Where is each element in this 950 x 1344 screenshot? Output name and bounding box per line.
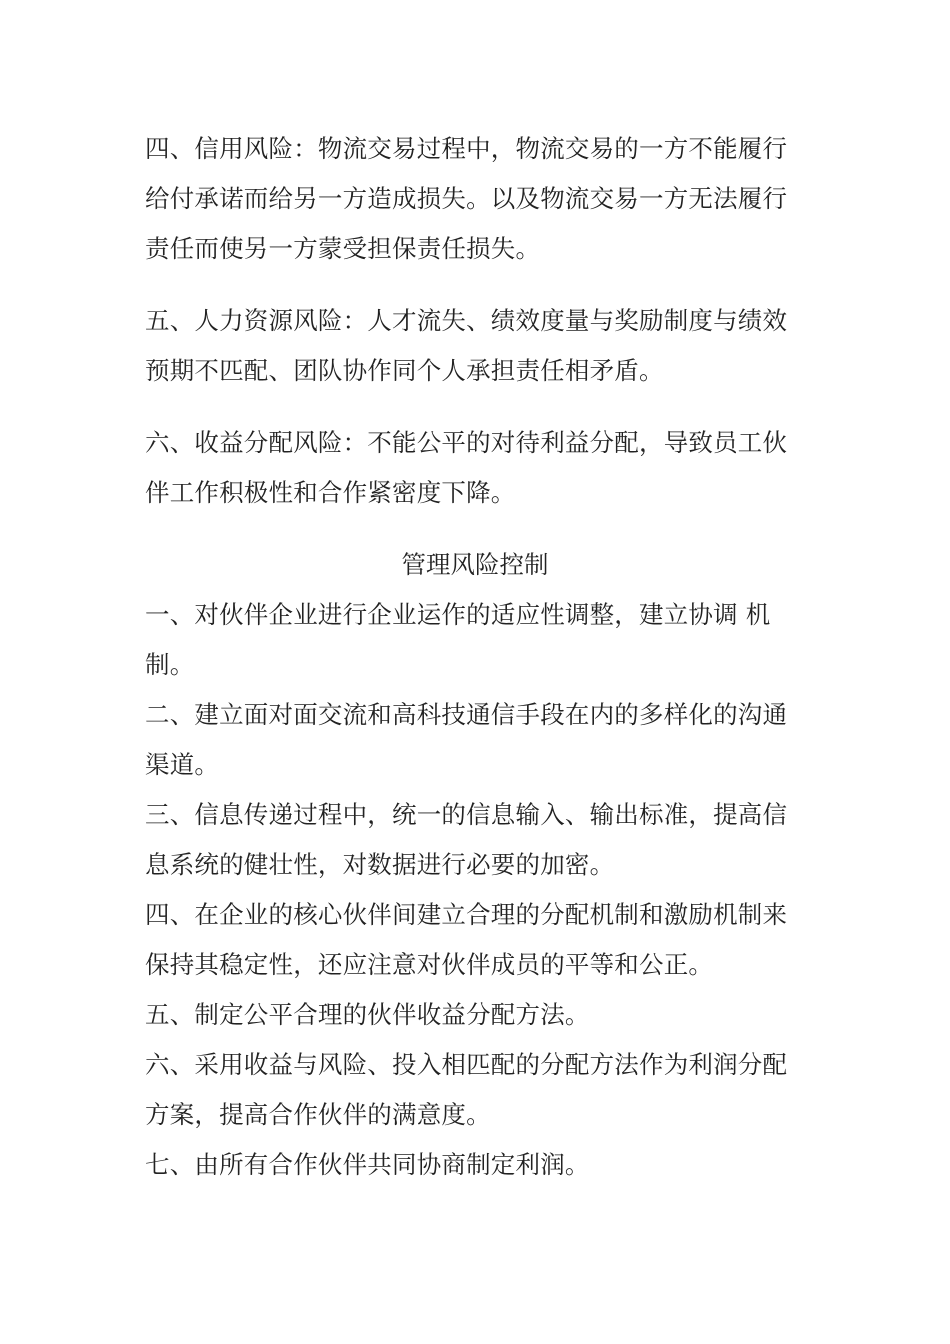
risk-paragraph-human-resources: 五、人力资源风险：人才流失、绩效度量与奖励制度与绩效预期不匹配、团队协作同个人承担责任相矛盾。 <box>145 306 788 385</box>
control-item-7: 七、由所有合作伙伴共同协商制定利润。 <box>145 1150 590 1179</box>
control-item-4: 四、在企业的核心伙伴间建立合理的分配机制和激励机制来保持其稳定性，还应注意对伙伴成员的平等和公正。 <box>145 900 788 979</box>
control-item-2: 二、建立面对面交流和高科技通信手段在内的多样化的沟通渠道。 <box>145 700 788 779</box>
control-item-1: 一、对伙伴企业进行企业运作的适应性调整，建立协调 机制。 <box>145 600 771 679</box>
risk-paragraph-credit: 四、信用风险：物流交易过程中，物流交易的一方不能履行给付承诺而给另一方造成损失。以及物流交易一方无法履行责任而使另一方蒙受担保责任损失。 <box>145 134 788 263</box>
document-body <box>145 124 795 1190</box>
control-item-6: 六、采用收益与风险、投入相匹配的分配方法作为利润分配方案，提高合作伙伴的满意度。 <box>145 1050 788 1129</box>
risk-paragraph-profit-distribution: 六、收益分配风险：不能公平的对待利益分配，导致员工伙伴工作积极性和合作紧密度下降。 <box>145 428 788 507</box>
control-item-3: 三、信息传递过程中，统一的信息输入、输出标准，提高信息系统的健壮性，对数据进行必要的加密。 <box>145 800 788 879</box>
section-heading-risk-control: 管理风险控制 <box>401 550 549 579</box>
control-item-5: 五、制定公平合理的伙伴收益分配方法。 <box>145 1000 590 1029</box>
